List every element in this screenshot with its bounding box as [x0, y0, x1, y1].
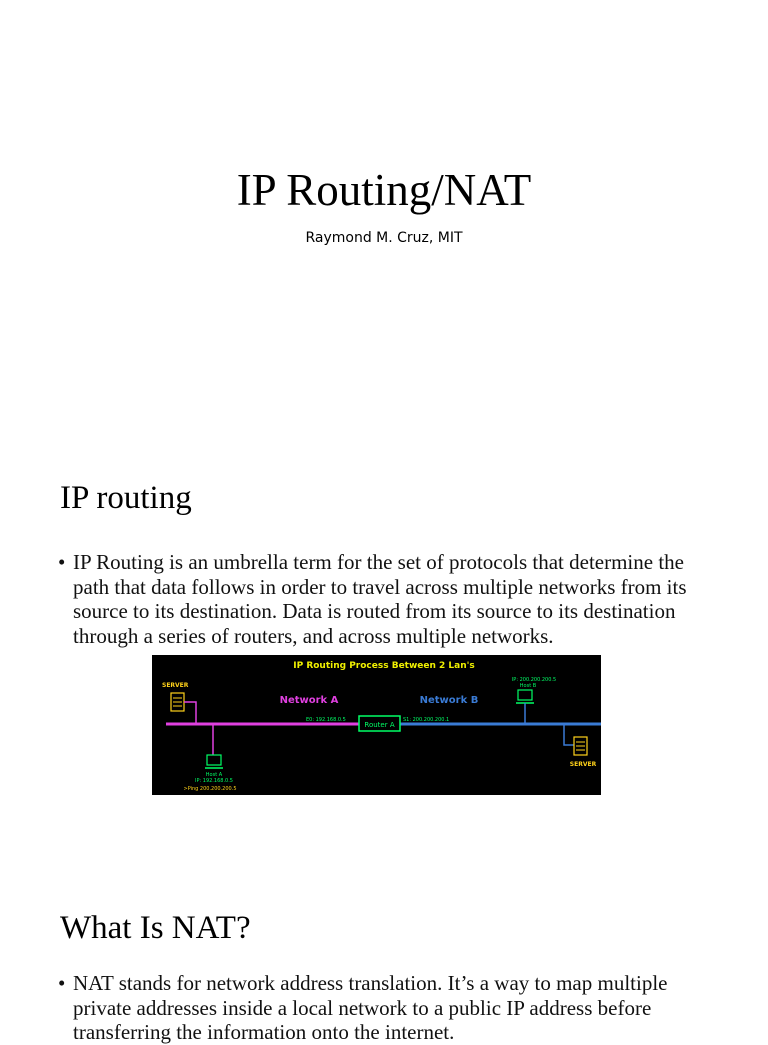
host-a-ping-command: >Ping 200.200.200.5	[183, 786, 237, 792]
server-right-icon	[574, 737, 587, 755]
host-a-computer-icon	[205, 755, 223, 768]
nat-slide	[0, 866, 768, 1044]
ip-routing-slide	[0, 434, 768, 864]
nat-heading: What Is NAT?	[60, 910, 251, 946]
title-slide	[0, 0, 768, 434]
server-left-label: SERVER	[162, 682, 189, 689]
server-right-label: SERVER	[569, 761, 597, 768]
ip-routing-bullet	[58, 550, 708, 648]
server-left-link	[184, 702, 196, 724]
router-label: Router A	[364, 721, 395, 729]
network-a-label: Network A	[279, 695, 339, 706]
ip-routing-heading: IP routing	[60, 480, 192, 516]
router-icon	[359, 716, 400, 731]
host-b-name: Host B	[519, 683, 537, 689]
ip-routing-diagram	[152, 655, 601, 795]
host-b-ip: IP: 200.200.200.5	[511, 677, 557, 683]
e0-interface-label: E0: 192.168.0.5	[306, 717, 346, 723]
network-b-label: Network B	[419, 695, 479, 706]
ip-routing-bullet-text: IP Routing is an umbrella term for the set of protocols that determine the path that data follows in order to travel across multiple networks from its source to its destination. Data is routed from its source to its destination through a series of routers, and across multiple networks.	[73, 550, 687, 648]
presentation-title: IP Routing/NAT	[236, 165, 532, 215]
nat-bullet-text: NAT stands for network address translation. It’s a way to map multiple private addresses inside a local network to a public IP address before transferring the information onto the internet.	[73, 971, 668, 1044]
server-right-link	[564, 724, 574, 745]
bullet-marker: •	[58, 550, 66, 574]
host-a-ip: IP: 192.168.0.5	[195, 778, 233, 784]
ip-routing-diagram-svg	[152, 655, 601, 795]
diagram-title: IP Routing Process Between 2 Lan's	[293, 661, 475, 671]
server-left-icon	[171, 693, 184, 711]
host-b-computer-icon	[516, 690, 534, 703]
s1-interface-label: S1: 200.200.200.1	[403, 717, 450, 723]
host-a-name: Host A	[205, 772, 223, 778]
bullet-marker: •	[58, 971, 66, 995]
presentation-author: Raymond M. Cruz, MIT	[305, 230, 463, 246]
nat-bullet	[58, 971, 726, 1045]
